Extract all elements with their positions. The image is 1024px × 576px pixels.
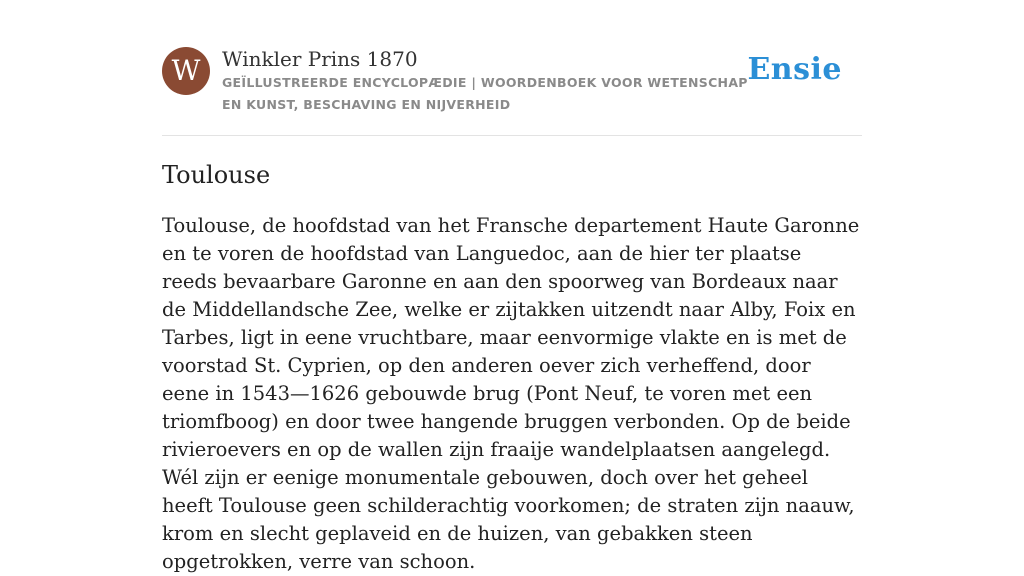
source-title[interactable]: Winkler Prins 1870 [222,47,418,71]
source-header [162,46,862,136]
ensie-logo-link[interactable]: Ensie [747,52,842,87]
article-title: Toulouse [162,161,271,189]
source-avatar[interactable]: W [162,47,210,95]
header-divider [162,135,862,136]
article-body: Toulouse, de hoofdstad van het Fransche departement Haute Garonne en te voren de hoofdstad van Languedoc, aan de hier ter plaatse reeds bevaarbare Garonne en aan den spoorweg van Bordeaux naar de Middellandsche Zee, welke er zijtakken uitzendt naar Alby, Foix en Tarbes, ligt in eene vruchtbare, maar eenvormige vlakte en is met de voorstad St. Cyprien, op den anderen oever zich verheffend, door eene in 1543—1626 gebouwde brug (Pont Neuf, te voren met een triomfboog) en door twee hangende bruggen verbonden. Op de beide rivieroevers en op de wallen zijn fraaije wandelplaatsen aangelegd. Wél zijn er eenige monumentale gebouwen, doch over het geheel heeft Toulouse geen schilderachtig voorkomen; de straten zijn naauw, krom en slecht geplaveid en de huizen, van gebakken steen opgetrokken, verre van schoon. [162,214,860,573]
source-subtitle: GEÏLLUSTREERDE ENCYCLOPÆDIE | WOORDENBOEK VOOR WETENSCHAP EN KUNST, BESCHAVING EN NIJVERHEID [222,75,748,112]
